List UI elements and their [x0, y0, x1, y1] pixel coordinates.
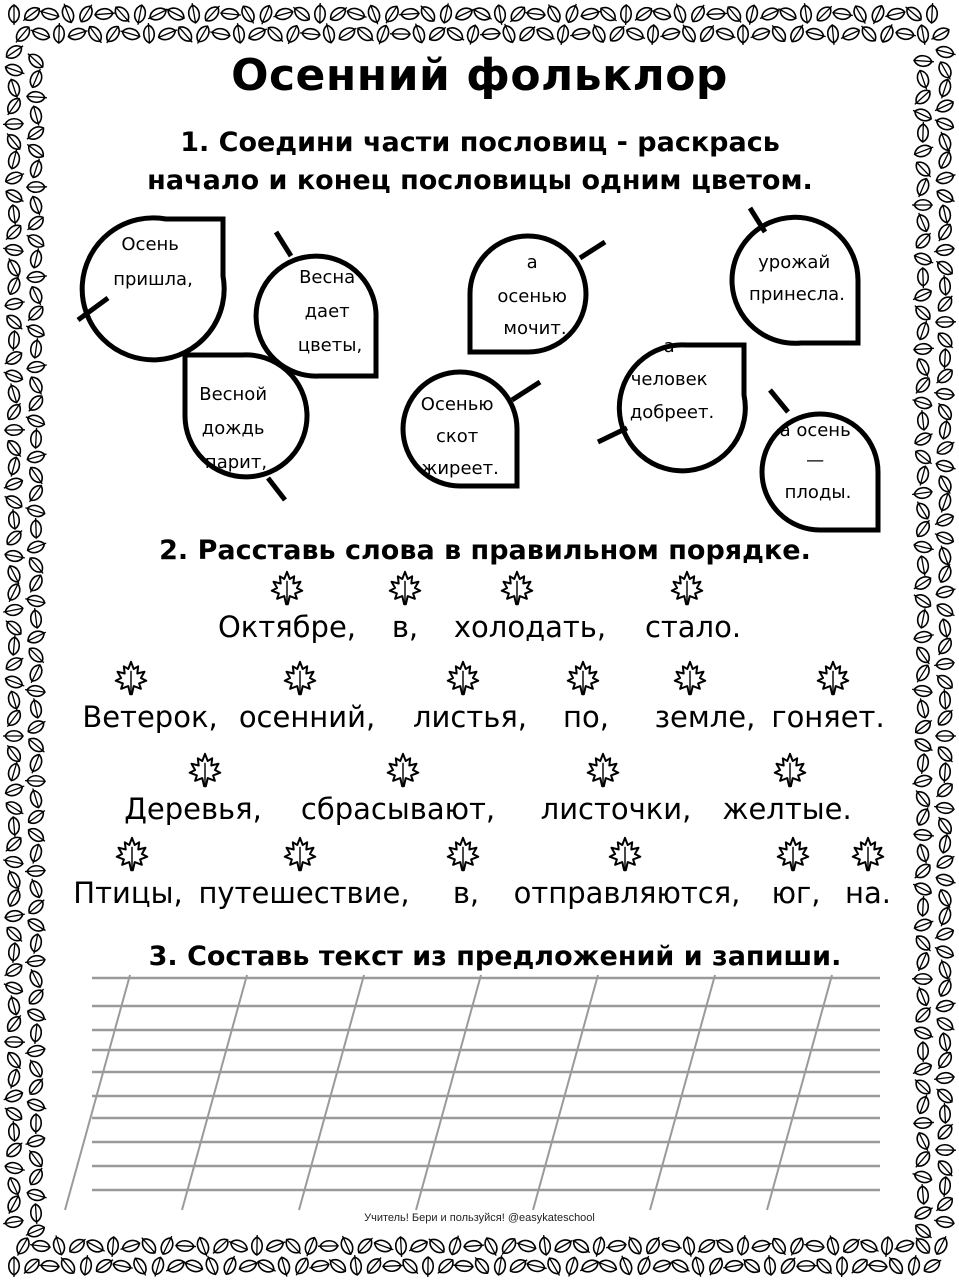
word[interactable]: в, — [452, 876, 480, 910]
word[interactable]: на. — [845, 876, 891, 910]
slant-guide — [182, 975, 247, 1210]
slant-guide — [533, 975, 598, 1210]
word[interactable]: по, — [563, 700, 609, 734]
word[interactable]: сбрасывают, — [300, 792, 496, 826]
slant-guide — [650, 975, 715, 1210]
word[interactable]: отправляются, — [513, 876, 741, 910]
word[interactable]: Птицы, — [73, 876, 183, 910]
word[interactable]: листочки, — [540, 792, 692, 826]
page-title: Осенний фольклор — [231, 50, 728, 101]
word[interactable]: Деревья, — [124, 792, 262, 826]
word[interactable]: желтые. — [722, 792, 852, 826]
slant-guide — [416, 975, 481, 1210]
task3-heading: 3. Составь текст из предложений и запиши. — [148, 941, 842, 972]
slant-guide — [767, 975, 832, 1210]
footer-credit: Учитель! Бери и пользуйся! @easykateschool — [364, 1212, 595, 1224]
leaf-text: Осень пришла, — [113, 234, 193, 290]
word[interactable]: земле, — [654, 700, 756, 734]
leaf-text: урожай принесла. — [749, 252, 845, 305]
word[interactable]: в, — [391, 610, 419, 644]
slant-guide — [65, 975, 130, 1210]
word[interactable]: Ветерок, — [82, 700, 218, 734]
word[interactable]: гоняет. — [771, 700, 885, 734]
word[interactable]: стало. — [644, 610, 742, 644]
leaf-text: а осенью мочит. — [497, 252, 567, 339]
leaf-text: Весной дождь парит, — [199, 384, 268, 473]
word[interactable]: листья, — [413, 700, 527, 734]
leaf-text: а человек добреет. — [629, 336, 715, 423]
task1-heading-line2: начало и конец пословицы одним цветом. — [147, 165, 813, 196]
word[interactable]: Октябре, — [217, 610, 357, 644]
leaf-text: Весна дает цветы, — [297, 267, 363, 356]
word[interactable]: холодать, — [453, 610, 607, 644]
task1-heading-line1: 1. Соедини части пословиц - раскрась — [180, 127, 780, 158]
leaf-text: а осень — плоды. — [779, 420, 852, 503]
word[interactable]: осенний, — [238, 700, 376, 734]
slant-guide — [299, 975, 364, 1210]
task2-heading: 2. Расставь слова в правильном порядке. — [159, 535, 811, 566]
word[interactable]: юг, — [771, 876, 821, 910]
leaf-text: Осенью скот жиреет. — [420, 394, 499, 479]
word[interactable]: путешествие, — [198, 876, 410, 910]
